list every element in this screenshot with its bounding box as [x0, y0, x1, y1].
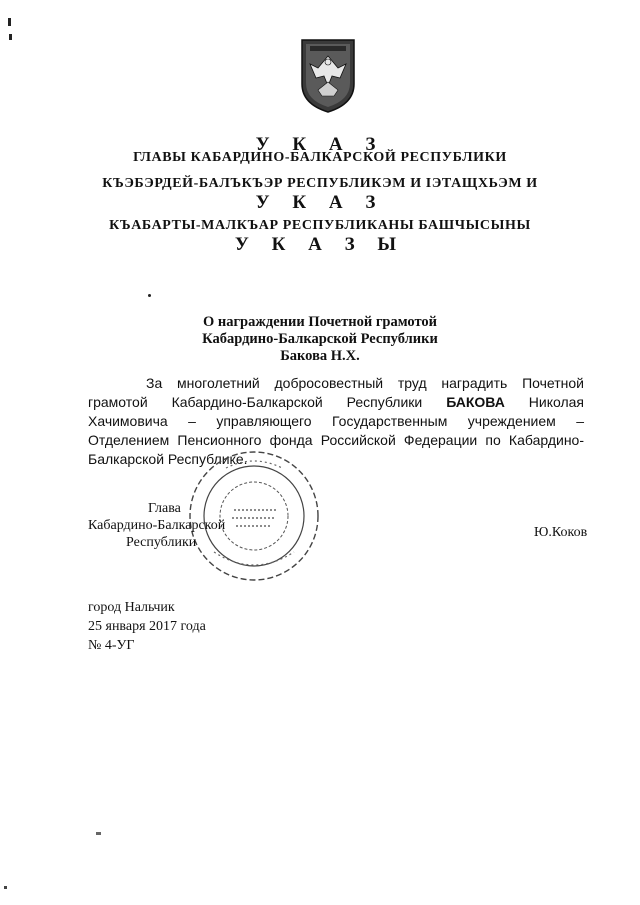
body-text-after: Николая Хачимовича – управляющего Государственным учреждением – Отделением Пенсионного фонда Российской Федерации по Кабардино-Балкарской Республике. [88, 394, 584, 467]
decree-title [0, 314, 640, 365]
official-seal-icon [186, 448, 322, 584]
scan-mark-top-left [8, 18, 11, 26]
header-ukaz-ru: У К А З [255, 134, 385, 155]
scan-mark-bottom-left [4, 886, 7, 889]
title-line-1: О награждении Почетной грамотой [202, 314, 438, 330]
signer-position-line-1: Глава [148, 501, 181, 516]
awardee-surname: БАКОВА [446, 394, 505, 410]
header-ukaz-kab: У К А З [255, 192, 385, 213]
footer-city: город Нальчик [88, 600, 175, 615]
header-line-kab: КЪЭБЭРДЕЙ-БАЛЪКЪЭР РЕСПУБЛИКЭМ И ІЭТАЩХЬЭМ И [102, 176, 538, 191]
scan-dot [148, 294, 151, 297]
signer-name: Ю.Коков [534, 525, 588, 540]
header-line-ru: ГЛАВЫ КАБАРДИНО-БАЛКАРСКОЙ РЕСПУБЛИКИ [133, 150, 507, 165]
header-line-bal: КЪАБАРТЫ-МАЛКЪАР РЕСПУБЛИКАНЫ БАШЧЫСЫНЫ [109, 218, 531, 233]
body-text-before: За многолетний добросовестный труд наградить Почетной грамотой Кабардино-Балкарской Республики [88, 375, 584, 410]
title-line-3: Бакова Н.Х. [280, 348, 360, 364]
signer-position-line-2: Кабардино-Балкарской [88, 518, 226, 533]
decree-footer [88, 598, 206, 655]
header-ukaz-bal: У К А З Ы [234, 234, 406, 255]
decree-body [88, 374, 584, 469]
scan-mark-bottom [96, 832, 101, 835]
footer-number: № 4-УГ [88, 638, 135, 653]
signer-position-line-3: Республики [126, 535, 197, 550]
coat-of-arms-icon [300, 38, 356, 114]
footer-date: 25 января 2017 года [88, 619, 206, 634]
scan-mark-top-left-2 [9, 34, 12, 40]
title-line-2: Кабардино-Балкарской Республики [202, 331, 438, 347]
